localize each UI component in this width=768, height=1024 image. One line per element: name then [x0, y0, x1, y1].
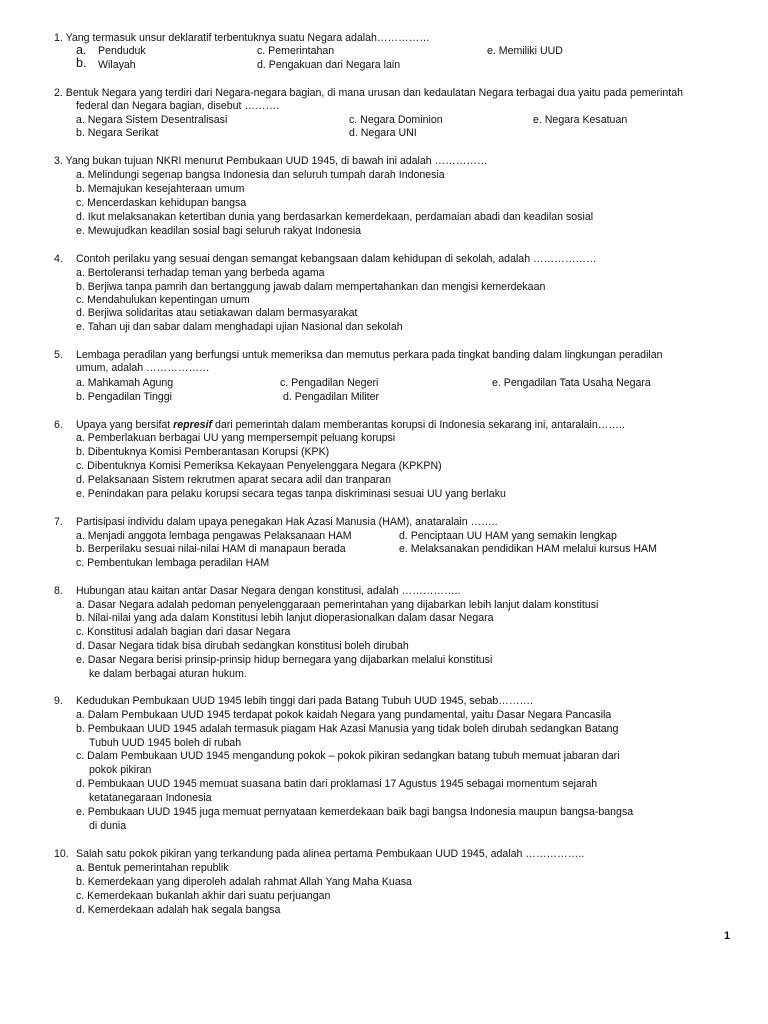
option-d: d. Pelaksanaan Sistem rekrutmen aparat secara adil dan tranparan — [76, 474, 392, 486]
option-letter: a. — [76, 43, 87, 57]
option-b: b. Kemerdekaan yang diperoleh adalah rahmat Allah Yang Maha Kuasa — [76, 876, 412, 888]
question-text: Kedudukan Pembukaan UUD 1945 lebih tinggi dari pada Batang Tubuh UUD 1945, sebab………. — [76, 695, 533, 707]
question-number: 6. — [54, 419, 63, 431]
question-text: 3. Yang bukan tujuan NKRI menurut Pembukaan UUD 1945, di bawah ini adalah …………… — [54, 155, 488, 167]
option-e: e. Dasar Negara berisi prinsip-prinsip hidup bernegara yang dijabarkan melalui konstitusi — [76, 654, 493, 666]
page-number: 1 — [724, 930, 731, 942]
question-number: 9. — [54, 695, 63, 707]
question-text: Contoh perilaku yang sesuai dengan semangat kebangsaan dalam kehidupan di sekolah, adalah ……………… — [76, 253, 597, 265]
option-b: b. Pembukaan UUD 1945 adalah termasuk piagam Hak Azasi Manusia yang tidak boleh dirubah sedangkan Batang — [76, 723, 619, 735]
option-d: d. Pembukaan UUD 1945 memuat suasana batin dari proklamasi 17 Agustus 1945 sebagai momentum sejarah — [76, 778, 598, 790]
question-text: Hubungan atau kaitan antar Dasar Negara dengan konstitusi, adalah …………….. — [76, 585, 461, 597]
option-a: a. Menjadi anggota lembaga pengawas Pelaksanaan HAM — [76, 530, 352, 542]
option-c: c. Pengadilan Negeri — [280, 377, 379, 389]
option-e: e. Mewujudkan keadilan sosial bagi seluruh rakyat Indonesia — [76, 225, 362, 237]
option-e: e. Penindakan para pelaku korupsi secara tegas tanpa diskriminasi sesuai UU yang berlaku — [76, 488, 506, 500]
question-text: Salah satu pokok pikiran yang terkandung pada alinea pertama Pembukaan UUD 1945, adalah …………….. — [76, 848, 585, 860]
option-a: a. Dalam Pembukaan UUD 1945 terdapat pokok kaidah Negara yang pundamental, yaitu Dasar Negara Pancasila — [76, 709, 612, 721]
option-d: d. Penciptaan UU HAM yang semakin lengkap — [399, 530, 617, 542]
option-b: b. Negara Serikat — [76, 127, 159, 139]
option-a: a. Bentuk pemerintahan republik — [76, 862, 229, 874]
option-a: a. Melindungi segenap bangsa Indonesia dan seluruh tumpah darah Indonesia — [76, 169, 445, 181]
question-text-cont: umum, adalah ……………… — [76, 362, 210, 374]
option-e: e. Pengadilan Tata Usaha Negara — [492, 377, 651, 389]
question-number: 8. — [54, 585, 63, 597]
option-c: c. Kemerdekaan bukanlah akhir dari suatu perjuangan — [76, 890, 331, 902]
option-c: c. Pembentukan lembaga peradilan HAM — [76, 557, 270, 569]
option-d: d. Pengadilan Militer — [283, 391, 379, 403]
option-e: e. Melaksanakan pendidikan HAM melalui kursus HAM — [399, 543, 657, 555]
option-b: b. Memajukan kesejahteraan umum — [76, 183, 245, 195]
question-text: 1. Yang termasuk unsur deklaratif terbentuknya suatu Negara adalah…………… — [54, 32, 430, 44]
emphasis-word: represif — [173, 419, 213, 431]
question-number: 10. — [54, 848, 69, 860]
option-c-cont: pokok pikiran — [89, 764, 152, 776]
option-b: b. Berjiwa tanpa pamrih dan bertanggung jawab dalam mempertahankan dan mengisi kemerdekaan — [76, 281, 546, 293]
option-c: c. Negara Dominion — [349, 114, 443, 126]
option-a: Penduduk — [98, 45, 146, 57]
option-d-cont: ketatanegaraan Indonesia — [89, 792, 212, 804]
option-c: c. Konstitusi adalah bagian dari dasar Negara — [76, 626, 291, 638]
option-d: d. Kemerdekaan adalah hak segala bangsa — [76, 904, 281, 916]
option-letter: b. — [76, 56, 87, 70]
option-a: a. Pemberlakuan berbagai UU yang mempersempit peluang korupsi — [76, 432, 396, 444]
question-text: Lembaga peradilan yang berfungsi untuk memeriksa dan memutus perkara pada tingkat banding dalam lingkungan peradilan — [76, 349, 663, 361]
option-c: c. Pemerintahan — [257, 45, 335, 57]
question-number: 5. — [54, 349, 63, 361]
option-b: b. Nilai-nilai yang ada dalam Konstitusi lebih lanjut dioperasionalkan dalam dasar Negara — [76, 612, 494, 624]
option-e-cont: di dunia — [89, 820, 127, 832]
option-e-cont: ke dalam berbagai aturan hukum. — [89, 668, 247, 680]
option-c: c. Mencerdaskan kehidupan bangsa — [76, 197, 247, 209]
option-b: b. Pengadilan Tinggi — [76, 391, 173, 403]
option-b: b. Dibentuknya Komisi Pemberantasan Korupsi (KPK) — [76, 446, 330, 458]
question-text-cont: federal dan Negara bagian, disebut ………. — [76, 100, 280, 112]
question-text-part: Upaya yang bersifat — [76, 419, 174, 431]
option-d: d. Ikut melaksanakan ketertiban dunia yang berdasarkan kemerdekaan, perdamaian abadi dan keadilan sosial — [76, 211, 594, 223]
option-b: b. Berperilaku sesuai nilai-nilai HAM di manapaun berada — [76, 543, 346, 555]
option-d: d. Negara UNI — [349, 127, 417, 139]
option-a: a. Dasar Negara adalah pedoman penyelenggaraan pemerintahan yang dijabarkan lebih lanjut dalam konstitusi — [76, 599, 599, 611]
option-e: e. Memiliki UUD — [487, 45, 563, 57]
option-b: Wilayah — [98, 59, 136, 71]
option-c: c. Dibentuknya Komisi Pemeriksa Kekayaan Penyelenggara Negara (KPKPN) — [76, 460, 442, 472]
option-d: d. Pengakuan dari Negara lain — [257, 59, 401, 71]
option-e: e. Pembukaan UUD 1945 juga memuat pernyataan kemerdekaan baik bagi bangsa Indonesia maupun bangsa-bangsa — [76, 806, 634, 818]
option-d: d. Berjiwa solidaritas atau setiakawan dalam bermasyarakat — [76, 307, 358, 319]
question-text: Partisipasi individu dalam upaya penegakan Hak Azasi Manusia (HAM), anataralain …….. — [76, 516, 498, 528]
option-a: a. Mahkamah Agung — [76, 377, 174, 389]
option-a: a. Bertoleransi terhadap teman yang berbeda agama — [76, 267, 325, 279]
question-text: 2. Bentuk Negara yang terdiri dari Negara-negara bagian, di mana urusan dan kedaulatan Negara terbagai dua yaitu pada pemerintah — [54, 87, 683, 99]
question-text-part: dari pemerintah dalam memberantas korupsi di Indonesia sekarang ini, antaralain…….. — [212, 419, 625, 431]
question-text — [76, 419, 625, 432]
option-c: c. Dalam Pembukaan UUD 1945 mengandung pokok – pokok pikiran sedangkan batang tubuh memuat jabaran dari — [76, 750, 620, 762]
option-c: c. Mendahulukan kepentingan umum — [76, 294, 250, 306]
question-number: 7. — [54, 516, 63, 528]
option-e: e. Negara Kesatuan — [533, 114, 628, 126]
question-number: 4. — [54, 253, 63, 265]
option-a: a. Negara Sistem Desentralisasi — [76, 114, 228, 126]
option-e: e. Tahan uji dan sabar dalam menghadapi ujian Nasional dan sekolah — [76, 321, 403, 333]
option-b-cont: Tubuh UUD 1945 boleh di rubah — [89, 737, 242, 749]
option-d: d. Dasar Negara tidak bisa dirubah sedangkan konstitusi boleh dirubah — [76, 640, 409, 652]
